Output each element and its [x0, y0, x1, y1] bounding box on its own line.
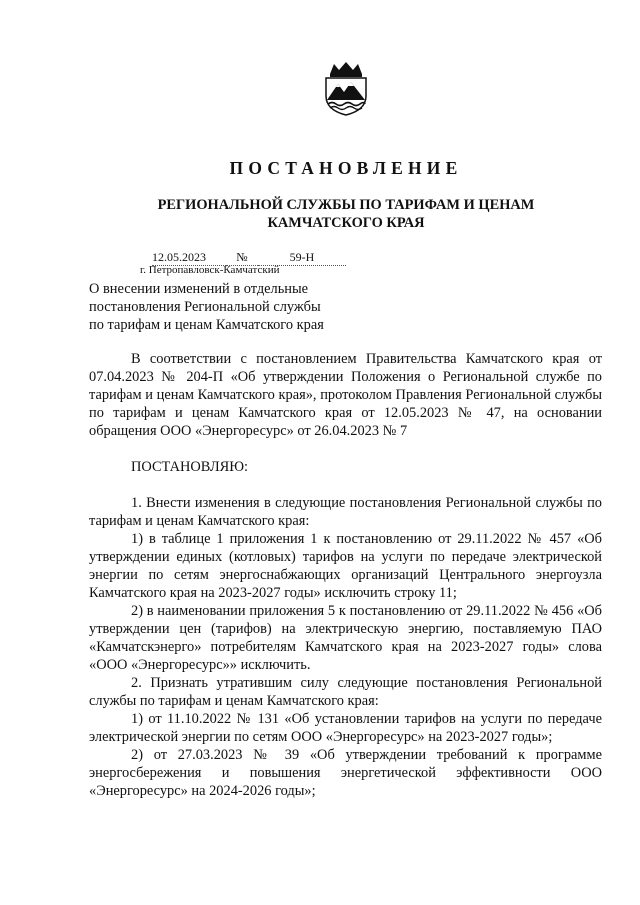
document-subject: [89, 280, 341, 334]
number-sign: №: [226, 250, 258, 266]
document-title: ПОСТАНОВЛЕНИЕ: [229, 158, 463, 178]
body-paragraph: 2) от 27.03.2023 № 39 «Об утверждении требований к программе энергосбережения и повышения энергетической эффективности ООО «Энергоресурс» на 2024-2026 годы»;: [89, 747, 602, 799]
preamble-paragraph: В соответствии с постановлением Правительства Камчатского края от 07.04.2023 № 204-П «Об утверждении Положения о Региональной службе по тарифам и ценам Камчатского края», протоколом Правления Региональной службы по тарифам и ценам Камчатского края от 12.05.2023 № 47, на основании обращения ООО «Энергоресурс» от 26.04.2023 № 7: [89, 351, 602, 439]
body-paragraph: 1) в таблице 1 приложения 1 к постановлению от 29.11.2022 № 457 «Об утверждении единых (котловых) тарифов на услуги по передаче электрической энергии по сетям энергоснабжающих организаций Центрального энергоузла Камчатского края на 2023-2027 годы» исключить строку 11;: [89, 531, 602, 601]
subject-line: постановления Региональной службы: [89, 299, 321, 315]
body-paragraph: 2. Признать утратившим силу следующие постановления Региональной службы по тарифам и ценам Камчатского края:: [89, 675, 602, 709]
subject-line: по тарифам и ценам Камчатского края: [89, 317, 324, 333]
authority-line-1: РЕГИОНАЛЬНОЙ СЛУЖБЫ ПО ТАРИФАМ И ЦЕНАМ: [157, 197, 535, 213]
body-paragraph: 2) в наименовании приложения 5 к постановлению от 29.11.2022 № 456 «Об утверждении цен (тарифов) на электрическую энергию, поставляемую ПАО «Камчатскэнерго» потребителям Камчатского края на 2023-2027 годы» слова «ООО «Энергоресурс»» исключить.: [89, 603, 602, 673]
authority-line-2: КАМЧАТСКОГО КРАЯ: [267, 215, 425, 231]
kamchatka-coat-of-arms-icon: [318, 60, 374, 116]
document-date: 12.05.2023: [152, 250, 226, 266]
body-paragraph: 1) от 11.10.2022 № 131 «Об установлении тарифов на услуги по передаче электрической энергии по сетям ООО «Энергоресурс» на 2023-2027 годы»;: [89, 711, 602, 745]
subject-line: О внесении изменений в отдельные: [89, 281, 309, 297]
document-city: г. Петропавловск-Камчатский: [140, 264, 280, 276]
document-body: [89, 350, 602, 800]
issuing-authority: [0, 196, 640, 232]
body-paragraph: 1. Внести изменения в следующие постановления Региональной службы по тарифам и ценам Камчатского края:: [89, 495, 602, 529]
decree-word: ПОСТАНОВЛЯЮ:: [131, 459, 249, 475]
document-number: 59-Н: [258, 250, 346, 266]
